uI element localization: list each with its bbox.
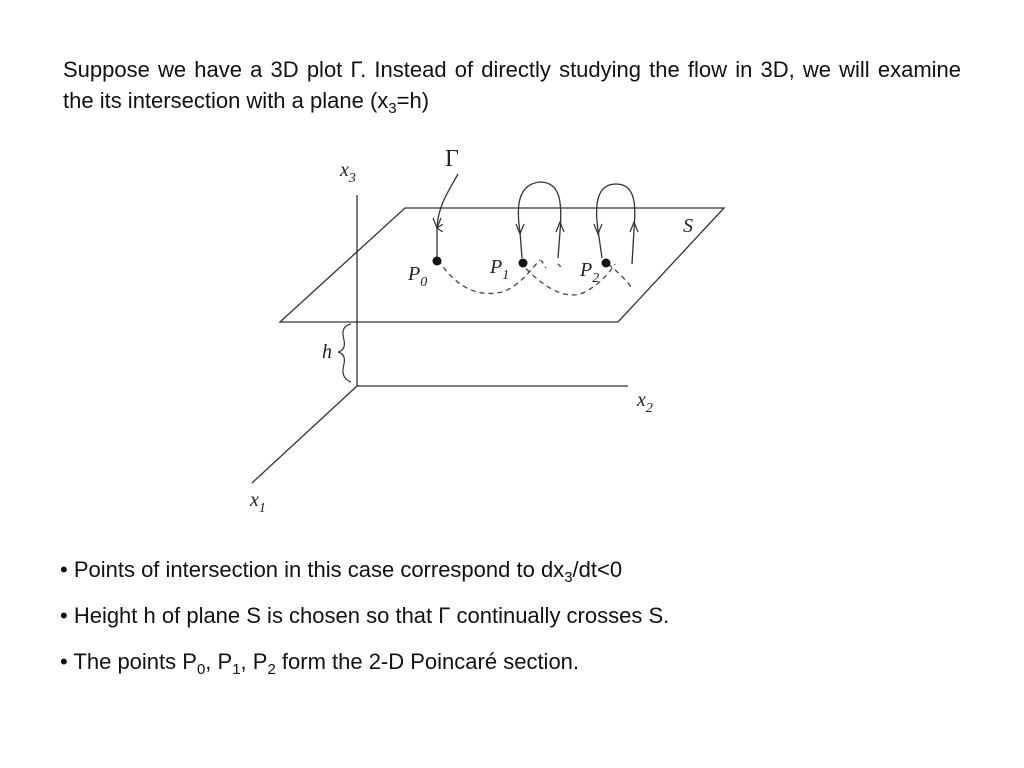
height-label: h [322, 341, 332, 363]
poincare-diagram-svg [240, 140, 740, 525]
bullet-2-text: • Height h of plane S is chosen so that Γ continually crosses S. [60, 603, 670, 628]
gamma-loop-1 [518, 182, 560, 258]
intro-text-end: =h) [396, 88, 430, 113]
height-brace [338, 324, 351, 382]
bullet-3-text-d: form the 2-D Poincaré section. [275, 649, 580, 674]
poincare-diagram [240, 140, 740, 525]
bullet-intersection-points [60, 555, 960, 585]
axis-x3-label: $x_3$ [340, 159, 356, 186]
point-p0 [433, 257, 442, 266]
gamma-label: Γ [445, 146, 459, 172]
bullet-1-text: • Points of intersection in this case correspond to dx [60, 557, 565, 582]
trajectory-below-plane-4 [541, 260, 562, 268]
gamma-curve-incoming [437, 174, 458, 258]
p0-label: $P_0$ [408, 263, 428, 290]
bullet-1-text-end: /dt<0 [572, 557, 623, 582]
axis-x2-label: $x_2$ [637, 389, 653, 416]
bullet-1-subscript: 3 [564, 569, 573, 586]
point-p2 [602, 259, 611, 268]
trajectory-below-plane-3 [608, 264, 632, 288]
gamma-loop-2 [597, 184, 635, 264]
intro-subscript: 3 [388, 100, 397, 117]
bullet-3-text-b: , P [205, 649, 233, 674]
bullet-3-text-a: • The points P [60, 649, 197, 674]
p1-label: $P_1$ [490, 256, 510, 283]
bullet-3-sub-0: 0 [196, 661, 206, 678]
intro-paragraph [63, 54, 961, 116]
p2-label: $P_2$ [580, 259, 600, 286]
bullet-3-sub-2: 2 [267, 661, 276, 678]
bullet-plane-height [60, 601, 960, 631]
bullet-poincare-section [60, 647, 960, 677]
bullet-3-sub-1: 1 [232, 661, 241, 678]
x1-axis [252, 386, 357, 483]
axis-x1-label: $x_1$ [250, 489, 266, 516]
bullet-3-text-c: , P [240, 649, 268, 674]
plane-s-label: S [683, 215, 693, 237]
intro-text: Suppose we have a 3D plot Γ. Instead of directly studying the flow in 3D, we will examine the its intersection with a plane (x [63, 57, 961, 113]
bullet-list [60, 555, 960, 693]
point-p1 [519, 259, 528, 268]
